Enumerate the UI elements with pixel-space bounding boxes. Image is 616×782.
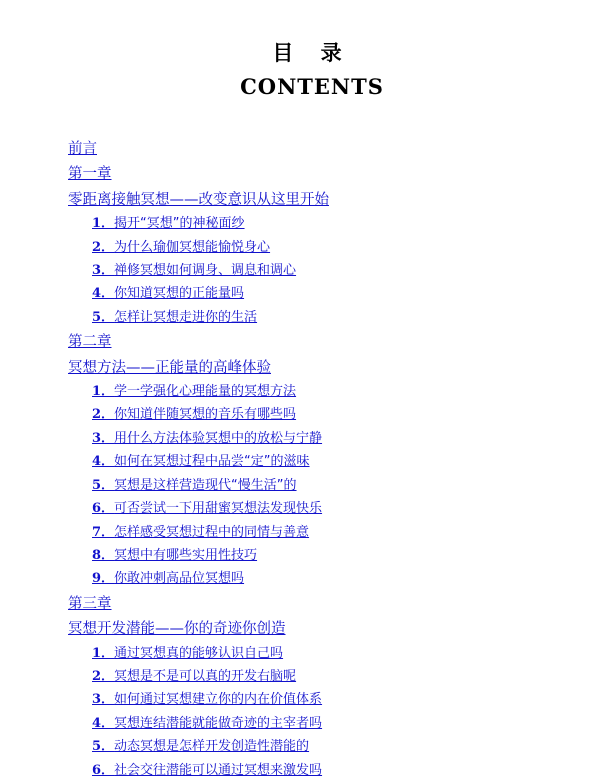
toc-entry-section[interactable] bbox=[68, 427, 556, 450]
toc-entry-number[interactable]: 5． bbox=[92, 739, 115, 755]
toc-link[interactable]: 冥想方法——正能量的高峰体验 bbox=[68, 359, 271, 376]
toc-entry-number[interactable]: 8． bbox=[92, 547, 115, 563]
toc-link[interactable]: 用什么方法体验冥想中的放松与宁静 bbox=[114, 430, 323, 446]
toc-entry-chapter[interactable] bbox=[68, 136, 556, 161]
toc-entry-number[interactable]: 6． bbox=[92, 762, 115, 778]
toc-entry-number[interactable]: 5． bbox=[92, 309, 115, 325]
toc-link[interactable]: 你知道伴随冥想的音乐有哪些吗 bbox=[114, 407, 297, 423]
page-title-cn: 目 录 bbox=[272, 40, 352, 65]
toc-entry-number[interactable]: 5． bbox=[92, 477, 115, 493]
toc-link[interactable]: 可否尝试一下用甜蜜冥想法发现快乐 bbox=[114, 501, 323, 517]
toc-entry-number[interactable]: 1． bbox=[92, 216, 115, 232]
toc-entry-section[interactable] bbox=[68, 380, 556, 403]
toc-entry-section[interactable] bbox=[68, 712, 556, 735]
toc-entry-chapter[interactable] bbox=[68, 355, 556, 380]
toc-link[interactable]: 冥想是不是可以真的开发右脑呢 bbox=[114, 668, 297, 684]
toc-entry-number[interactable]: 1． bbox=[92, 384, 115, 400]
toc-entry-chapter[interactable] bbox=[68, 616, 556, 641]
toc-link[interactable]: 第三章 bbox=[68, 595, 112, 612]
toc-link[interactable]: 第一章 bbox=[68, 166, 112, 183]
toc-entry-chapter[interactable] bbox=[68, 187, 556, 212]
toc-entry-number[interactable]: 9． bbox=[92, 571, 115, 587]
toc-link[interactable]: 第二章 bbox=[68, 334, 112, 351]
toc-link[interactable]: 为什么瑜伽冥想能愉悦身心 bbox=[114, 239, 271, 255]
toc-entry-number[interactable]: 3． bbox=[92, 692, 115, 708]
toc-link[interactable]: 揭开“冥想”的神秘面纱 bbox=[114, 216, 245, 232]
toc-link[interactable]: 怎样让冥想走进你的生活 bbox=[114, 309, 258, 325]
toc-entry-number[interactable]: 7． bbox=[92, 524, 115, 540]
toc-entry-section[interactable] bbox=[68, 544, 556, 567]
toc-link[interactable]: 零距离接触冥想——改变意识从这里开始 bbox=[68, 191, 329, 208]
toc-entry-section[interactable] bbox=[68, 642, 556, 665]
toc-entry-section[interactable] bbox=[68, 282, 556, 305]
toc-entry-section[interactable] bbox=[68, 236, 556, 259]
toc-entry-number[interactable]: 4． bbox=[92, 715, 115, 731]
toc-entry-section[interactable] bbox=[68, 735, 556, 758]
toc-entry-section[interactable] bbox=[68, 665, 556, 688]
toc-link[interactable]: 学一学强化心理能量的冥想方法 bbox=[114, 384, 297, 400]
toc-entry-section[interactable] bbox=[68, 688, 556, 711]
toc-link[interactable]: 前言 bbox=[68, 141, 97, 157]
toc-entry-section[interactable] bbox=[68, 474, 556, 497]
toc-link[interactable]: 冥想中有哪些实用性技巧 bbox=[114, 547, 258, 563]
toc-entry-section[interactable] bbox=[68, 497, 556, 520]
toc-entry-number[interactable]: 6． bbox=[92, 501, 115, 517]
toc-entry-section[interactable] bbox=[68, 306, 556, 329]
toc-link[interactable]: 你敢冲刺高品位冥想吗 bbox=[114, 571, 245, 587]
toc-link[interactable]: 通过冥想真的能够认识自己吗 bbox=[114, 645, 284, 661]
toc-link[interactable]: 冥想连结潜能就能做奇迹的主宰者吗 bbox=[114, 715, 323, 731]
toc-link[interactable]: 冥想开发潜能——你的奇迹你创造 bbox=[68, 621, 286, 638]
toc-entry-section[interactable] bbox=[68, 212, 556, 235]
toc-entry-number[interactable]: 3． bbox=[92, 430, 115, 446]
toc-link[interactable]: 冥想是这样营造现代“慢生活”的 bbox=[114, 477, 297, 493]
toc-entry-number[interactable]: 2． bbox=[92, 239, 115, 255]
toc-entry-section[interactable] bbox=[68, 450, 556, 473]
toc-entry-number[interactable]: 2． bbox=[92, 668, 115, 684]
toc-entry-chapter[interactable] bbox=[68, 161, 556, 186]
toc-link[interactable]: 动态冥想是怎样开发创造性潜能的 bbox=[114, 739, 310, 755]
toc-link[interactable]: 怎样感受冥想过程中的同情与善意 bbox=[114, 524, 310, 540]
toc-entry-number[interactable]: 3． bbox=[92, 263, 115, 279]
toc-entry-number[interactable]: 4． bbox=[92, 454, 115, 470]
toc-link[interactable]: 社会交往潜能可以通过冥想来激发吗 bbox=[114, 762, 323, 778]
table-of-contents bbox=[68, 136, 556, 782]
toc-link[interactable]: 禅修冥想如何调身、调息和调心 bbox=[114, 263, 297, 279]
toc-entry-section[interactable] bbox=[68, 567, 556, 590]
toc-entry-number[interactable]: 1． bbox=[92, 645, 115, 661]
toc-entry-chapter[interactable] bbox=[68, 329, 556, 354]
toc-entry-section[interactable] bbox=[68, 403, 556, 426]
toc-link[interactable]: 如何在冥想过程中品尝“定”的滋味 bbox=[114, 454, 310, 470]
toc-entry-number[interactable]: 2． bbox=[92, 407, 115, 423]
toc-entry-section[interactable] bbox=[68, 259, 556, 282]
toc-link[interactable]: 你知道冥想的正能量吗 bbox=[114, 286, 245, 302]
toc-entry-section[interactable] bbox=[68, 521, 556, 544]
page-title-en: CONTENTS bbox=[240, 74, 384, 99]
toc-link[interactable]: 如何通过冥想建立你的内在价值体系 bbox=[114, 692, 323, 708]
toc-entry-chapter[interactable] bbox=[68, 591, 556, 616]
toc-entry-section[interactable] bbox=[68, 759, 556, 782]
toc-entry-number[interactable]: 4． bbox=[92, 286, 115, 302]
